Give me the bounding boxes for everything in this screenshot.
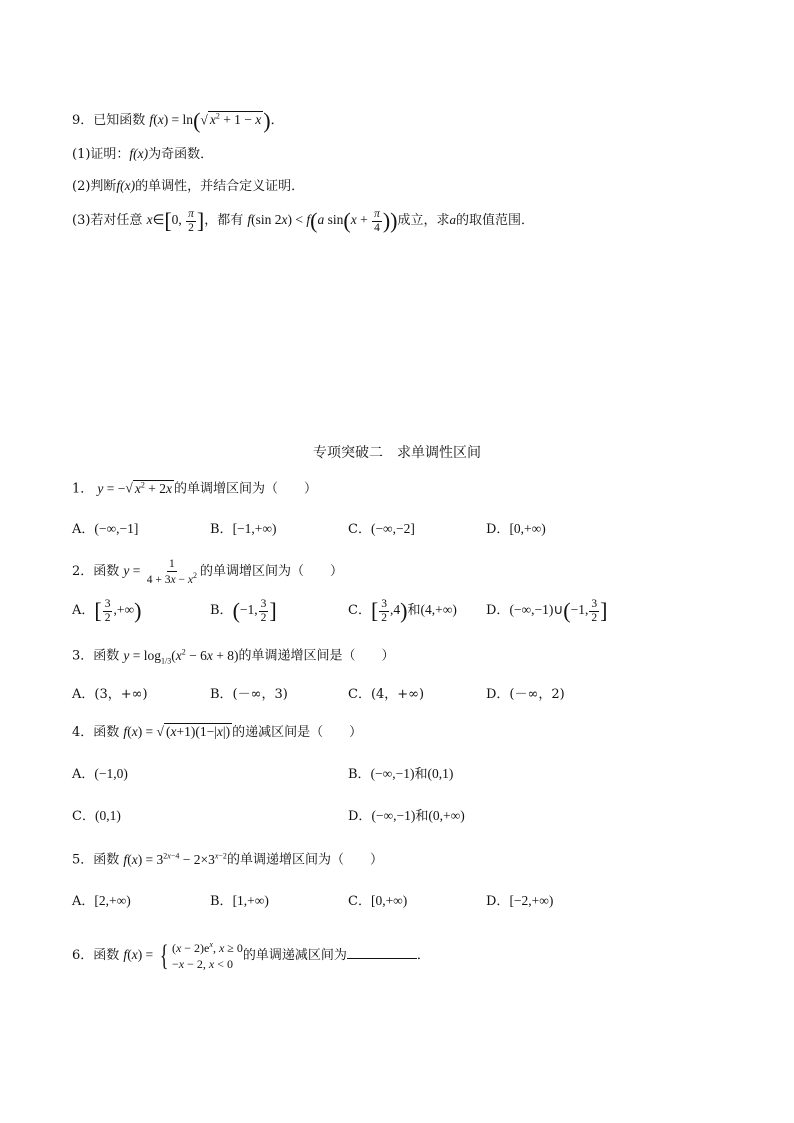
q5-option-c: C．[0,+∞): [348, 893, 408, 909]
q5-option-d: D．[−2,+∞): [486, 893, 554, 909]
q3-stem: 3．函数 $y = \log_{1/3}(x^2 - 6x + 8)$的单调递增区间是（ ）: [72, 647, 395, 666]
q2-function: y = $\frac{1}{4 + 3x - x^2}$: [123, 558, 198, 586]
q1-stem: 1． y = −√ $x^2 + 2x$ 的单调增区间为（ ）: [72, 480, 317, 497]
q2-option-c: C．[ $\frac{3}{2}$ ,4)和(4,+∞): [348, 598, 457, 624]
q9-part2: (2)判断f(x)的单调性，并结合定义证明．: [72, 178, 305, 194]
q9-interval: x∈[0, $\frac{\pi}{2}$ ]: [146, 208, 205, 234]
q5-option-b: B．[1,+∞): [210, 893, 269, 909]
q4-function: f(x) = √ (x+1)(1−|x|): [123, 724, 231, 739]
q5-option-a: A．[2,+∞): [72, 893, 131, 909]
section-title: 专项突破二 求单调性区间: [313, 445, 481, 461]
q1-option-d: D．[0,+∞): [486, 521, 546, 537]
q2-option-b: B．(−1, $\frac{3}{2}$ ]: [210, 598, 277, 624]
q9-number: 9．已知函数: [72, 113, 146, 129]
q2-stem: 2．函数 y = $\frac{1}{4 + 3x - x^2}$ 的单调增区间为（ ）: [72, 558, 344, 586]
q3-option-c: C．(4，+∞): [348, 687, 425, 702]
q9-function: f(x) = ln(√ $x^2 + 1 - x$): [149, 108, 271, 133]
q2-option-a: A．[ $\frac{3}{2}$ ,+∞): [72, 598, 142, 624]
q3-option-a: A．(3，+∞): [72, 687, 148, 702]
q4-stem: 4．函数 f(x) = √ (x+1)(1−|x|) 的递减区间是（ ）: [72, 724, 363, 740]
q9-part1: (1)证明：f(x)为奇函数．: [72, 146, 214, 162]
q3-function: $y = \log_{1/3}(x^2 - 6x + 8)$: [123, 647, 239, 666]
q4-option-a: A．(−1,0): [72, 766, 128, 782]
q1-option-b: B．[−1,+∞): [210, 521, 277, 537]
q3-option-d: D．(－∞，2): [486, 687, 565, 702]
q4-option-b: B．(−∞,−1)和(0,1): [348, 766, 454, 782]
q2-option-d: D．(−∞,−1)∪(−1, $\frac{3}{2}$ ]: [486, 598, 608, 624]
q1-option-a: A．(−∞,−1]: [72, 521, 139, 537]
q1-function: y = −√ $x^2 + 2x$: [97, 480, 172, 496]
q1-option-c: C．(−∞,−2]: [348, 521, 415, 537]
q9-stem: 9．已知函数 f(x) = ln(√ $x^2 + 1 - x$)．: [72, 108, 284, 133]
q9-part3: (3)若对任意 x∈[0, $\frac{\pi}{2}$ ]，都有 f(sin 2x) < f(a sin(x + $\frac{\pi}{4}$ ))成立，求a的取值范围．: [72, 208, 535, 234]
q5-function: $f(x) = 3^{2x-4} - 2\times 3^{x-2}$: [123, 851, 227, 867]
q3-option-b: B．(－∞，3): [210, 687, 288, 702]
q6-function: f(x) = { $(x - 2)e^x$, x ≥ 0 −x − 2, x < 0: [123, 939, 243, 973]
q5-stem: 5．函数 $f(x) = 3^{2x-4} - 2\times 3^{x-2}$的单调递增区间为（ ）: [72, 851, 383, 868]
q4-option-c: C．(0,1): [72, 808, 121, 824]
q6-stem: 6．函数 f(x) = { $(x - 2)e^x$, x ≥ 0 −x − 2, x < 0 的单调递减区间为 ．: [72, 939, 430, 973]
q9-inequality: f(sin 2x) < f(a sin(x + $\frac{\pi}{4}$ )): [247, 208, 398, 234]
answer-blank[interactable]: [347, 958, 417, 959]
q4-option-d: D．(−∞,−1)和(0,+∞): [348, 808, 465, 824]
